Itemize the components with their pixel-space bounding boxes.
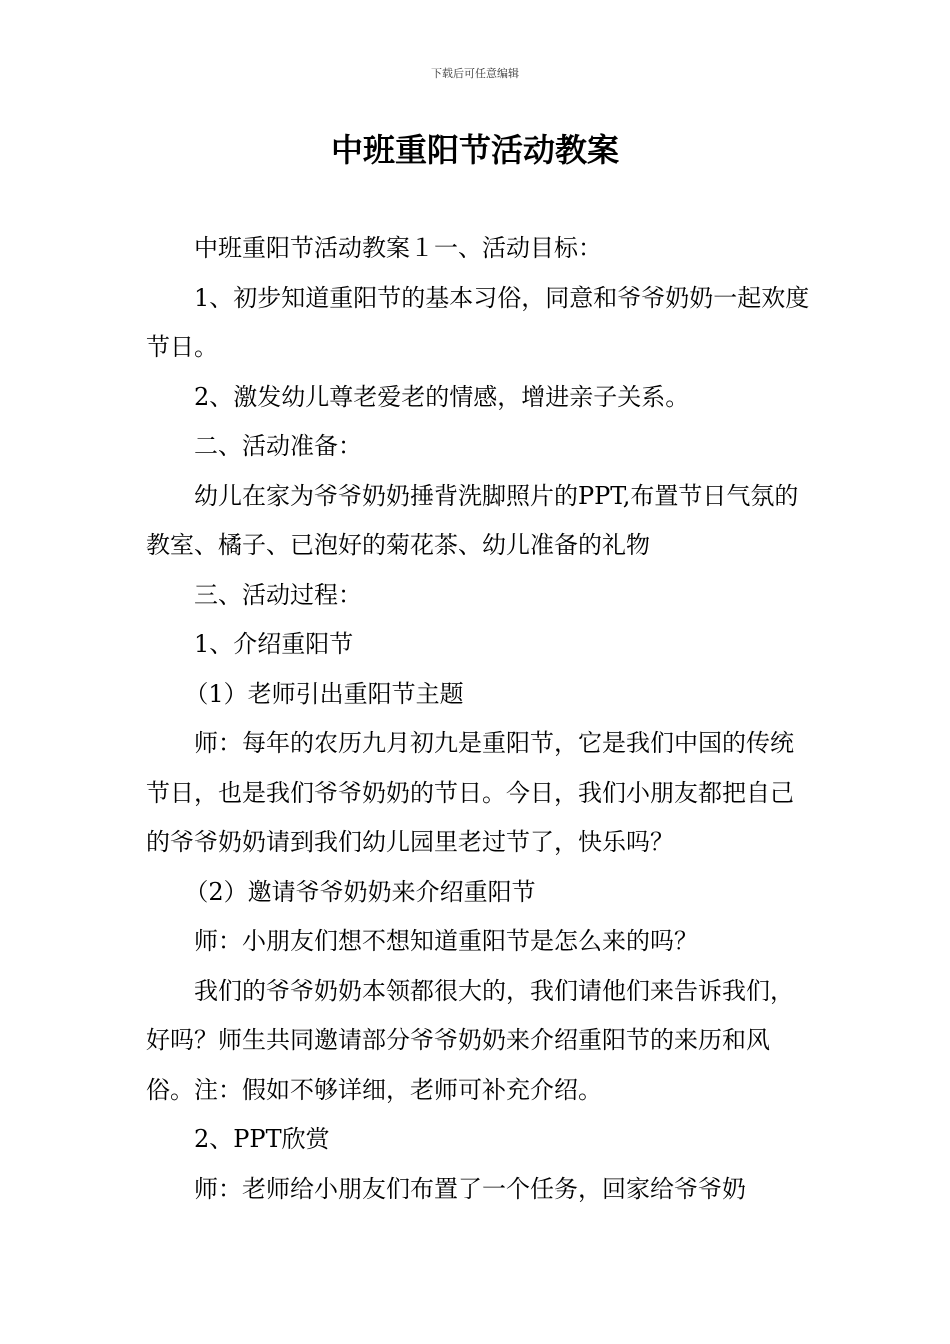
- paragraph-step-2: 2、PPT欣赏: [194, 1125, 330, 1153]
- paragraph-section-process: 三、活动过程：: [194, 580, 362, 609]
- paragraph-teacher-intro: 师：每年的农历九月初九是重阳节，它是我们中国的传统节日，也是我们爷爷奶奶的节日。今日，我们小朋友都把自己的爷爷奶奶请到我们幼儿园里老过节了，快乐吗？: [146, 729, 794, 856]
- paragraph-objective-1: 1、初步知道重阳节的基本习俗，同意和爷爷奶奶一起欢度节日。: [146, 283, 810, 361]
- document-body: [146, 224, 810, 1214]
- document-title: 中班重阳节活动教案: [330, 131, 619, 169]
- page-header-note: 下载后可任意编辑: [431, 67, 519, 80]
- paragraph-objective-2: 2、激发幼儿尊老爱老的情感，增进亲子关系。: [194, 382, 690, 411]
- paragraph-preparation-content: 幼儿在家为爷爷奶奶捶背洗脚照片的PPT,布置节日气氛的教室、橘子、已泡好的菊花茶、幼儿准备的礼物: [146, 481, 799, 559]
- paragraph-grandparents-intro: 我们的爷爷奶奶本领都很大的，我们请他们来告诉我们，好吗？师生共同邀请部分爷爷奶奶来介绍重阳节的来历和风俗。注：假如不够详细，老师可补充介绍。: [146, 976, 794, 1104]
- paragraph-substep-1: （1）老师引出重阳节主题: [184, 679, 464, 708]
- paragraph-step-1: 1、介绍重阳节: [194, 630, 354, 658]
- paragraph-teacher-question: 师：小朋友们想不想知道重阳节是怎么来的吗？: [194, 927, 698, 955]
- paragraph-teacher-task: 师：老师给小朋友们布置了一个任务，回家给爷爷奶: [194, 1174, 746, 1203]
- paragraph-section-preparation: 二、活动准备：: [194, 432, 362, 460]
- paragraph-substep-2: （2）邀请爷爷奶奶来介绍重阳节: [184, 877, 536, 906]
- paragraph-intro-objectives: 中班重阳节活动教案１一、活动目标：: [194, 234, 602, 262]
